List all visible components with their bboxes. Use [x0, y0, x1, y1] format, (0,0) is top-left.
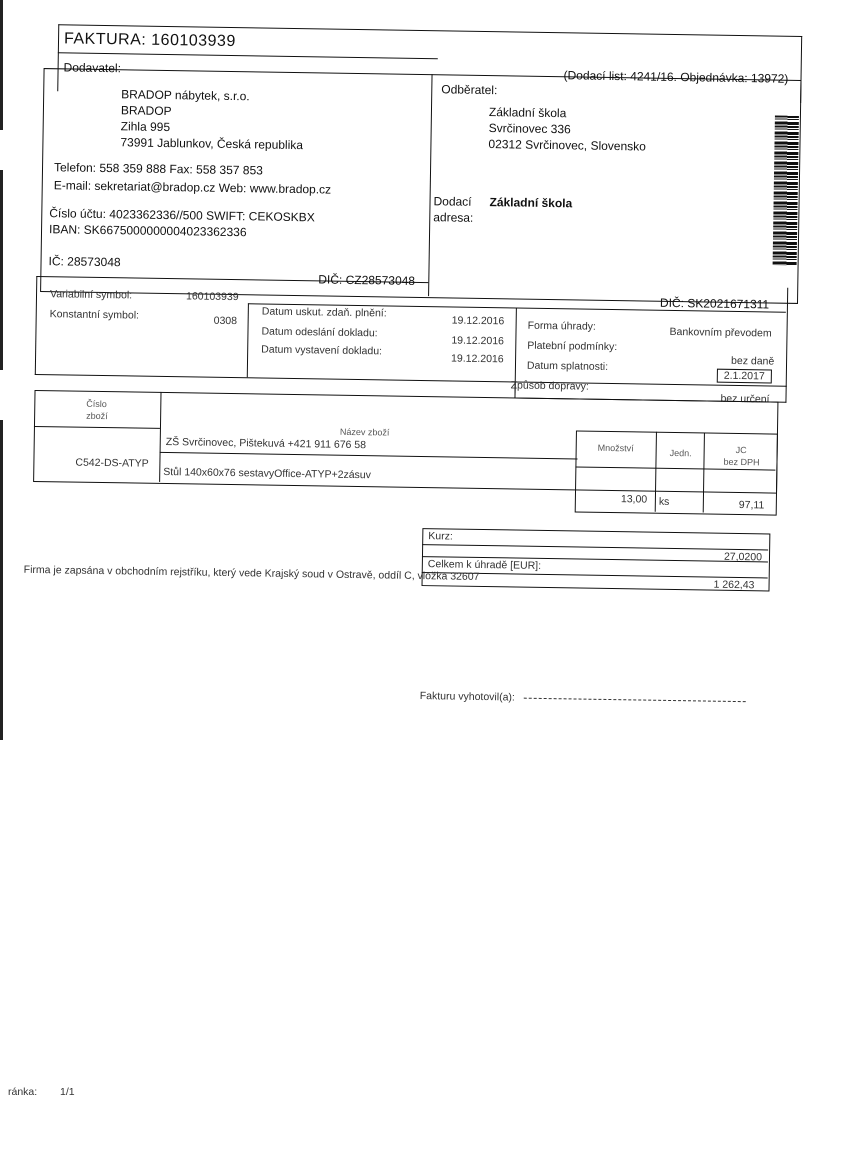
column-goods-name: Název zboží: [339, 426, 390, 438]
supplier-ico: IČ: 28573048: [48, 254, 121, 270]
supplier-brand: BRADOP: [120, 103, 172, 119]
customer-dic: DIČ: SK2021671311: [659, 295, 770, 312]
page-number: 1/1: [60, 1086, 75, 1098]
barcode-icon: [773, 116, 799, 266]
variable-symbol-value: 160103939: [185, 290, 239, 304]
column-goods-number-2: zboží: [86, 410, 108, 422]
column-quantity: Množství: [597, 442, 634, 454]
issue-date-label: Datum vystavení dokladu:: [261, 343, 383, 358]
supplier-city: 73991 Jablunkov, Česká republika: [120, 135, 304, 153]
constant-symbol-value: 0308: [213, 314, 238, 328]
constant-symbol-label: Konstantní symbol:: [49, 308, 140, 322]
item-unit-price: 97,11: [738, 499, 765, 512]
taxable-date-label: Datum uskut. zdaň. plnění:: [261, 305, 387, 320]
customer-heading: Odběratel:: [441, 82, 498, 98]
exchange-rate-value: 27,0200: [723, 550, 763, 564]
payment-method-label: Forma úhrady:: [527, 319, 596, 333]
issue-date-value: 19.12.2016: [450, 352, 504, 366]
page-label: ránka:: [8, 1086, 38, 1098]
customer-city: 02312 Svrčinovec, Slovensko: [488, 137, 646, 154]
supplier-iban: IBAN: SK6675000000004023362336: [48, 222, 247, 240]
column-unit: Jedn.: [669, 447, 692, 459]
column-unit-price-2: bez DPH: [723, 456, 760, 468]
due-date-value: 2.1.2017: [717, 369, 772, 384]
item-code: C542-DS-ATYP: [75, 456, 149, 470]
item-description: ZŠ Svrčinovec, Pištekuvá +421 911 676 58: [165, 436, 367, 452]
item-name: Stůl 140x60x76 sestavyOffice-ATYP+2zásuv: [163, 465, 372, 482]
delivery-address-name: Základní škola: [489, 195, 573, 211]
sent-date-label: Datum odeslání dokladu:: [261, 325, 378, 340]
registry-note: Firma je zapsána v obchodním rejstříku, který vede Krajský soud v Ostravě, oddíl C, vložka 32607: [23, 563, 480, 583]
payment-terms-label: Platební podmínky:: [527, 339, 618, 354]
customer-street: Svrčinovec 336: [488, 121, 571, 137]
sent-date-value: 19.12.2016: [451, 334, 505, 348]
column-goods-number: Číslo: [86, 398, 107, 410]
total-due-value: 1 262,43: [713, 578, 755, 592]
taxable-date-value: 19.12.2016: [451, 314, 505, 328]
supplier-phone-fax: Telefon: 558 359 888 Fax: 558 357 853: [53, 160, 263, 178]
payment-method-value: Bankovním převodem: [669, 325, 772, 340]
issued-by-label: Fakturu vyhotovil(a):: [419, 690, 515, 704]
exchange-rate-label: Kurz:: [428, 530, 453, 543]
supplier-street: Zihla 995: [120, 119, 171, 135]
delivery-reference: (Dodací list: 4241/16. Objednávka: 13972): [563, 68, 789, 86]
shipping-method-value: bez určení: [720, 392, 770, 406]
supplier-name: BRADOP nábytek, s.r.o.: [121, 87, 250, 104]
supplier-email-web: E-mail: sekretariat@bradop.cz Web: www.bradop.cz: [53, 178, 332, 197]
supplier-account: Číslo účtu: 4023362336//500 SWIFT: CEKOSKBX: [49, 206, 315, 225]
invoice-title: FAKTURA: 160103939: [63, 30, 236, 51]
signature-line: [524, 698, 746, 702]
item-quantity: 13,00: [620, 493, 648, 506]
column-unit-price: JC: [735, 444, 747, 456]
delivery-address-label-2: adresa:: [433, 210, 474, 225]
supplier-heading: Dodavatel:: [63, 60, 122, 76]
item-unit: ks: [658, 495, 670, 508]
variable-symbol-label: Variabilní symbol:: [49, 288, 133, 302]
total-due-label: Celkem k úhradě [EUR]:: [427, 558, 542, 572]
supplier-dic: DIČ: CZ28573048: [318, 272, 416, 288]
shipping-method-label: Způsob dopravy:: [510, 379, 589, 393]
due-date-label: Datum splatnosti:: [526, 359, 609, 373]
customer-name: Základní škola: [488, 105, 567, 121]
payment-terms-value: bez daně: [730, 354, 775, 368]
delivery-address-label: Dodací: [433, 194, 472, 209]
